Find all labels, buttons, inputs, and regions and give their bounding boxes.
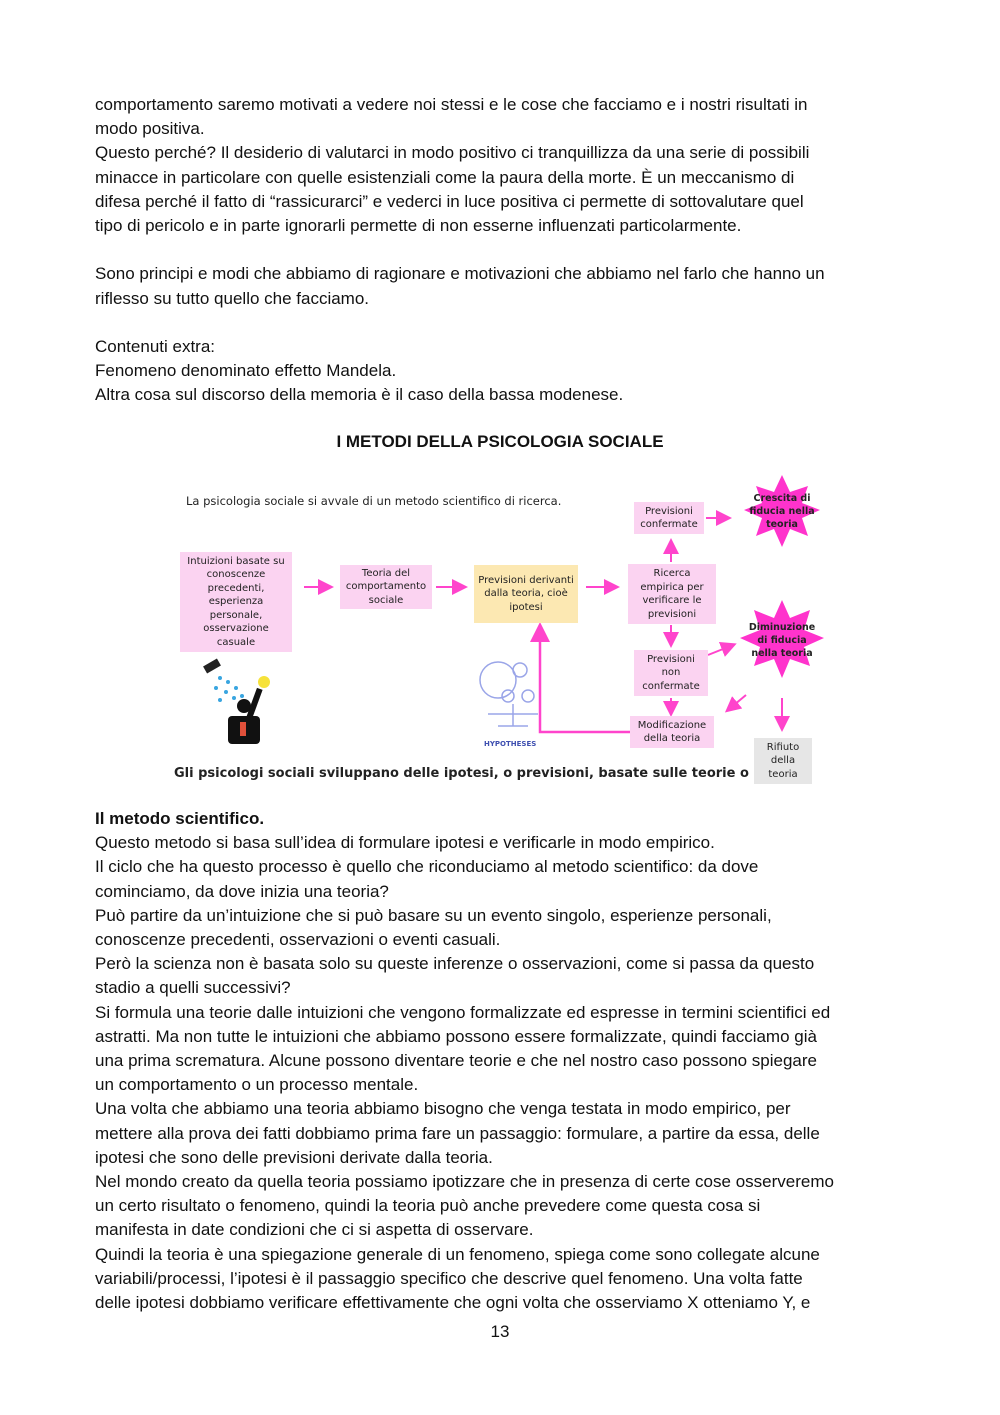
box-confermate: Previsioni confermate <box>634 502 704 534</box>
section-title: I METODI DELLA PSICOLOGIA SOCIALE <box>336 432 664 451</box>
figure-caption-bottom: Gli psicologi sociali sviluppano delle ipotesi, o previsioni, basate sulle teorie o <box>174 766 749 781</box>
text-line: un comportamento o un processo mentale. <box>95 1075 419 1095</box>
scientific-method-diagram <box>168 470 828 790</box>
text-line: Fenomeno denominato effetto Mandela. <box>95 361 397 381</box>
star-diminuzione-label: Diminuzione di fiducia nella teoria <box>748 621 816 659</box>
box-non-confermate: Previsioni non confermate <box>634 650 708 696</box>
figure-caption-top: La psicologia sociale si avvale di un metodo scientifico di ricerca. <box>186 494 562 508</box>
text-line: modo positiva. <box>95 119 205 139</box>
box-previsioni: Previsioni derivanti dalla teoria, cioè ipotesi <box>474 565 578 623</box>
text-line: variabili/processi, l’ipotesi è il passaggio specifico che descrive quel fenomeno. Una volta fatte <box>95 1268 803 1288</box>
top-text-block <box>95 93 910 408</box>
text-line: delle ipotesi dobbiamo verificare effettivamente che ogni volta che osserviamo X otteniamo Y, e <box>95 1293 811 1313</box>
text-line: Però la scienza non è basata solo su queste inferenze o osservazioni, come si passa da questo <box>95 954 815 974</box>
text-line: Può partire da un’intuizione che si può basare su un evento singolo, esperienze personali, <box>95 905 772 925</box>
blank-line <box>95 238 910 262</box>
text-line: manifesta in date condizioni che ci si aspetta di osservare. <box>95 1220 534 1240</box>
arrow-diminuzione-modificazione <box>728 695 746 710</box>
text-line: Altra cosa sul discorso della memoria è il caso della bassa modenese. <box>95 385 624 405</box>
text-line: tipo di pericolo e in parte ignorarli permette di non esserne influenzati particolarmente. <box>95 216 742 236</box>
text-line: Contenuti extra: <box>95 337 216 356</box>
text-line: difesa perché il fatto di “rassicurarci” e vederci in luce positiva ci permette di sottovalutare quel <box>95 191 804 211</box>
body-text-block <box>95 807 910 1315</box>
shower-person-icon <box>203 659 270 744</box>
text-line: cominciamo, da dove inizia una teoria? <box>95 881 389 901</box>
text-line: Nel mondo creato da quella teoria possiamo ipotizzare che in presenza di certe cose osserveremo <box>95 1172 834 1192</box>
text-line: stadio a quelli successivi? <box>95 978 291 998</box>
text-line: Il ciclo che ha questo processo è quello che riconduciamo al metodo scientifico: da dove <box>95 857 759 877</box>
star-crescita-label: Crescita di fiducia nella teoria <box>749 492 815 530</box>
page-number: 13 <box>490 1322 510 1341</box>
text-line: mettere alla prova dei fatti dobbiamo prima fare un passaggio: formulare, a partire da essa, delle <box>95 1123 820 1143</box>
hypotheses-icon <box>480 662 538 726</box>
text-line: minacce in particolare con quelle esistenziali come la paura della morte. È un meccanismo di <box>95 167 795 187</box>
box-intuizioni: Intuizioni basate su conoscenze precedenti, esperienza personale, osservazione casuale <box>180 552 292 652</box>
text-line: Si formula una teorie dalle intuizioni che vengono formalizzate ed espresse in termini scientifici ed <box>95 1002 831 1022</box>
text-line: Quindi la teoria è una spiegazione generale di un fenomeno, spiega come sono collegate alcune <box>95 1244 820 1264</box>
text-line: Questo metodo si basa sull’idea di formulare ipotesi e verificarle in modo empirico. <box>95 833 715 853</box>
hypotheses-label: HYPOTHESES <box>484 740 537 748</box>
blank-line <box>95 311 910 335</box>
subheading: Il metodo scientifico. <box>95 809 265 828</box>
text-line: ipotesi che sono delle previsioni derivate dalla teoria. <box>95 1147 493 1167</box>
text-line: conoscenze precedenti, osservazioni o eventi casuali. <box>95 930 501 950</box>
box-ricerca: Ricerca empirica per verificare le previsioni <box>628 564 716 624</box>
box-modificazione: Modificazione della teoria <box>630 716 714 748</box>
text-line: astratti. Ma non tutte le intuizioni che abbiamo possono essere formalizzate, quindi facciamo già <box>95 1026 817 1046</box>
text-line: un certo risultato o fenomeno, quindi la teoria può anche prevedere come questa cosa si <box>95 1196 761 1216</box>
text-line: comportamento saremo motivati a vedere noi stessi e le cose che facciamo e i nostri risultati in <box>95 95 808 114</box>
text-line: Una volta che abbiamo una teoria abbiamo bisogno che venga testata in modo empirico, per <box>95 1099 791 1119</box>
box-rifiuto: Rifiuto della teoria <box>754 738 812 784</box>
box-teoria: Teoria del comportamento sociale <box>340 565 432 609</box>
text-line: Questo perché? Il desiderio di valutarci in modo positivo ci tranquillizza da una serie di possibili <box>95 143 810 163</box>
text-line: Sono principi e modi che abbiamo di ragionare e motivazioni che abbiamo nel farlo che hanno un <box>95 264 825 284</box>
arrow-modificazione-previsioni <box>540 627 630 732</box>
text-line: riflesso su tutto quello che facciamo. <box>95 288 370 308</box>
text-line: una prima scrematura. Alcune possono diventare teorie e che nel nostro caso possono spiegare <box>95 1051 817 1071</box>
arrow-nonconfermate-diminuzione <box>708 645 733 655</box>
